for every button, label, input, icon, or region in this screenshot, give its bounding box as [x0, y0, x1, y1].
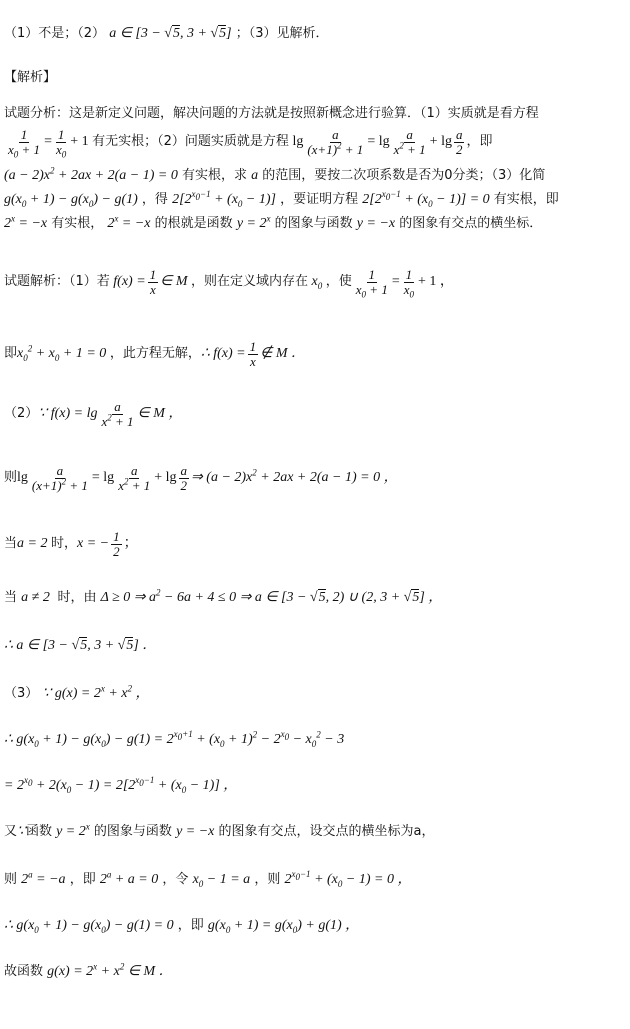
analysis-line-2: $\frac{1}{x_0 + 1}$ = $\frac{1}{x_0}$ + 1 有无实根；（2）问题实质就是方程 lg $\frac{a}{(x+1)^2 + 1}$ = lg $\frac{a}{x^2 + 1}$ + lg $\frac{a}{2}$ ，即 [8, 126, 493, 160]
solution-line-1: 试题解析：（1）若 f(x) = $\frac{1}{x}$ ∈ M ，则在定义域内存在 $x_0$ ，使 $\frac{1}{x_0 + 1}$ = $\frac{1}{x_0}$ + 1 ， [4, 266, 454, 300]
answer-math-range: a ∈ [3 − √5, 3 + √5] [109, 26, 232, 41]
solution-line-6: 当 a ≠ 2 时，由 Δ ≥ 0 ⇒ $a^2 - 6a + 4 \le 0$ ⇒ a ∈ [3 − √5, 2) ∪ (2, 3 + √5] ， [4, 587, 443, 605]
answer-text-1: （1）不是；（2） [4, 26, 106, 41]
solution-line-13: ∴ $g(x_0 + 1) - g(x_0) - g(1) = 0$ ，即 $g(x_0 + 1) = g(x_0) + g(1)$ ， [4, 918, 360, 935]
answer-line [4, 24, 328, 44]
analysis-line-3: $(a - 2)x^2 + 2ax + 2(a - 1) = 0$ 有实根，求 a 的范围，要按二次项系数是否为0分类；（3）化简 [4, 165, 546, 183]
solution-line-4: 则 lg $\frac{a}{(x+1)^2 + 1}$ = lg $\frac{a}{x^2 + 1}$ + lg $\frac{a}{2}$ ⇒ $(a - 2)x^2 + 2ax + 2(a - 1) = 0$ ， [4, 462, 398, 493]
solution-line-11: 又∵函数 $y = 2^x$ 的图象与函数 y = −x 的图象有交点，设交点的横坐标为a， [4, 821, 435, 839]
frac-eq-1: $\frac{1}{x_0 + 1}$ [8, 126, 41, 160]
solution-line-2: 即 $x_0^2 + x_0 + 1 = 0$ ，此方程无解， ∴ f(x) = $\frac{1}{x}$ ∉ M ． [4, 338, 305, 369]
solution-line-8: （3） ∵ $g(x) = 2^x + x^2$ ， [4, 683, 150, 701]
solution-line-3: （2） ∵ f(x) = lg $\frac{a}{x^2 + 1}$ ∈ M ， [4, 398, 183, 429]
solution-line-5: 当 a = 2 时， x = − $\frac{1}{2}$ ； [4, 528, 138, 559]
solution-line-9: ∴ $g(x_0 + 1) - g(x_0) - g(1) = 2^{x_0+1} + (x_0 + 1)^2 - 2^{x_0} - x_0^2 - 3$ [4, 729, 345, 749]
section-title: 【解析】 [4, 70, 57, 85]
solution-line-14: 故函数 $g(x) = 2^x + x^2$ ∈ M ． [4, 961, 173, 979]
analysis-line-4: $g(x_0 + 1) - g(x_0) - g(1)$ ，得 $2[2^{x_0-1} + (x_0 - 1)]$ ，要证明方程 $2[2^{x_0-1} + (x_0 - 1)] = 0$ 有实根，即 [4, 189, 559, 209]
solution-line-7: ∴ a ∈ [3 − √5, 3 + √5] ． [4, 638, 157, 653]
solution-line-10: = $2^{x_0} + 2(x_0 - 1) = 2[2^{x_0-1} + (x_0 - 1)]$ ， [4, 775, 238, 795]
solution-line-12: 则 $2^a = -a$ ，即 $2^a + a = 0$ ，令 $x_0 - 1 = a$ ，则 $2^{x_0-1} + (x_0 - 1) = 0$ ， [4, 869, 412, 889]
answer-text-2: ；（3）见解析． [235, 26, 329, 41]
analysis-line-5: $2^x = -x$ 有实根， $2^x = -x$ 的根就是函数 $y = 2^x$ 的图象与函数 y = −x 的图象有交点的横坐标． [4, 213, 543, 231]
analysis-line-1: 试题分析：这是新定义问题，解决问题的方法就是按照新概念进行验算．（1）实质就是看方程 [4, 106, 539, 121]
